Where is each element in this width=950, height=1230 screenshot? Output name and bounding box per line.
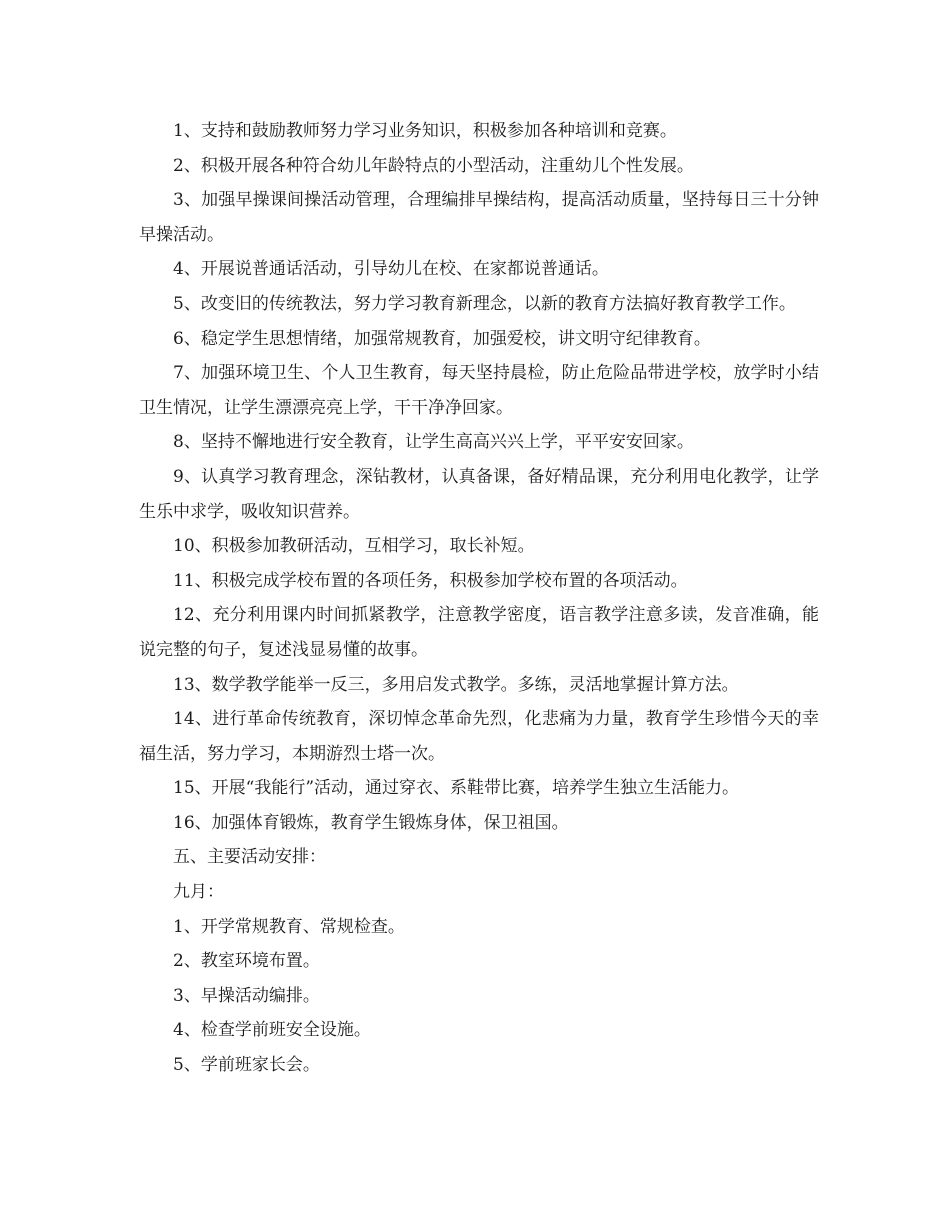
paragraph-7: 7、加强环境卫生、个人卫生教育，每天坚持晨检，防止危险品带进学校，放学时小结卫生情况，让学生漂漂亮亮上学，干干净净回家。 — [139, 363, 819, 418]
paragraph-5: 5、改变旧的传统教法，努力学习教育新理念，以新的教育方法搞好教育教学工作。 — [173, 293, 796, 314]
paragraph-12: 12、充分利用课内时间抓紧教学，注意教学密度，语言教学注意多读，发音准确，能说完整的句子，复述浅显易懂的故事。 — [139, 605, 819, 660]
activity-item-4: 4、检查学前班安全设施。 — [173, 1020, 371, 1041]
section-heading: 五、主要活动安排： — [173, 847, 326, 868]
paragraph-4: 4、开展说普通话活动，引导幼儿在校、在家都说普通话。 — [173, 259, 609, 280]
month-heading: 九月： — [173, 882, 224, 903]
paragraph-13: 13、数学教学能举一反三，多用启发式教学。多练，灵活地掌握计算方法。 — [173, 674, 739, 695]
paragraph-8: 8、坚持不懈地进行安全教育，让学生高高兴兴上学，平平安安回家。 — [173, 432, 694, 453]
document-body — [139, 114, 819, 1083]
activity-item-5: 5、学前班家长会。 — [173, 1055, 320, 1076]
activity-item-2: 2、教室环境布置。 — [173, 951, 320, 972]
paragraph-16: 16、加强体育锻炼，教育学生锻炼身体，保卫祖国。 — [173, 812, 569, 833]
paragraph-11: 11、积极完成学校布置的各项任务，积极参加学校布置的各项活动。 — [173, 570, 688, 591]
paragraph-6: 6、稳定学生思想情绪，加强常规教育，加强爱校，讲文明守纪律教育。 — [173, 328, 711, 349]
paragraph-3: 3、加强早操课间操活动管理，合理编排早操结构，提高活动质量，坚持每日三十分钟早操活动。 — [139, 190, 819, 245]
paragraph-14: 14、进行革命传统教育，深切悼念革命先烈，化悲痛为力量，教育学生珍惜今天的幸福生活，努力学习，本期游烈士塔一次。 — [139, 709, 819, 764]
activity-item-1: 1、开学常规教育、常规检查。 — [173, 916, 405, 937]
activity-item-3: 3、早操活动编排。 — [173, 985, 320, 1006]
paragraph-15: 15、开展“我能行”活动，通过穿衣、系鞋带比赛，培养学生独立生活能力。 — [173, 778, 740, 799]
paragraph-1: 1、支持和鼓励教师努力学习业务知识，积极参加各种培训和竞赛。 — [173, 121, 677, 141]
paragraph-9: 9、认真学习教育理念，深钻教材，认真备课，备好精品课，充分利用电化教学，让学生乐中求学，吸收知识营养。 — [139, 466, 819, 522]
paragraph-2: 2、积极开展各种符合幼儿年龄特点的小型活动，注重幼儿个性发展。 — [173, 155, 694, 176]
paragraph-10: 10、积极参加教研活动，互相学习，取长补短。 — [173, 536, 535, 557]
